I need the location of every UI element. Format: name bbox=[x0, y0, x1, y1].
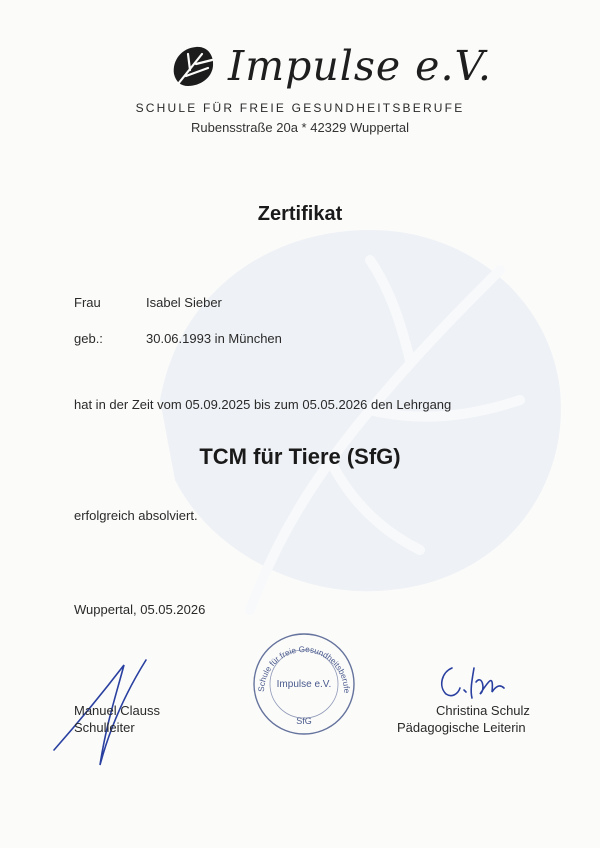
recipient-name: Isabel Sieber bbox=[146, 295, 222, 310]
leaf-logo-icon bbox=[168, 44, 216, 90]
logo-text: Impulse e.V. bbox=[228, 42, 492, 90]
birth-label: geb.: bbox=[74, 331, 103, 346]
signature-christina-schulz bbox=[432, 660, 512, 705]
signatory-1-name: Manuel Clauss bbox=[74, 703, 160, 718]
signatory-2-role: Pädagogische Leiterin bbox=[397, 720, 526, 735]
signatory-2-name: Christina Schulz bbox=[436, 703, 530, 718]
course-title: TCM für Tiere (SfG) bbox=[199, 444, 401, 469]
result-text: erfolgreich absolviert. bbox=[74, 508, 198, 523]
certificate-title: Zertifikat bbox=[257, 203, 343, 225]
svg-text:Impulse e.V.: Impulse e.V. bbox=[276, 679, 332, 690]
svg-text:SfG: SfG bbox=[296, 716, 312, 726]
course-period: hat in der Zeit vom 05.09.2025 bis zum 05.05.2026 den Lehrgang bbox=[74, 397, 452, 412]
school-name: SCHULE FÜR FREIE GESUNDHEITSBERUFE bbox=[135, 101, 465, 115]
place-date: Wuppertal, 05.05.2026 bbox=[74, 602, 206, 617]
school-address: Rubensstraße 20a * 42329 Wuppertal bbox=[190, 120, 409, 135]
signatory-1-role: Schulleiter bbox=[74, 720, 135, 735]
school-stamp bbox=[250, 630, 358, 738]
birth-value: 30.06.1993 in München bbox=[146, 331, 282, 346]
svg-text:Schule für freie Gesundheitsbe: Schule für freie Gesundheitsberufe bbox=[256, 644, 352, 694]
salutation: Frau bbox=[74, 295, 101, 310]
